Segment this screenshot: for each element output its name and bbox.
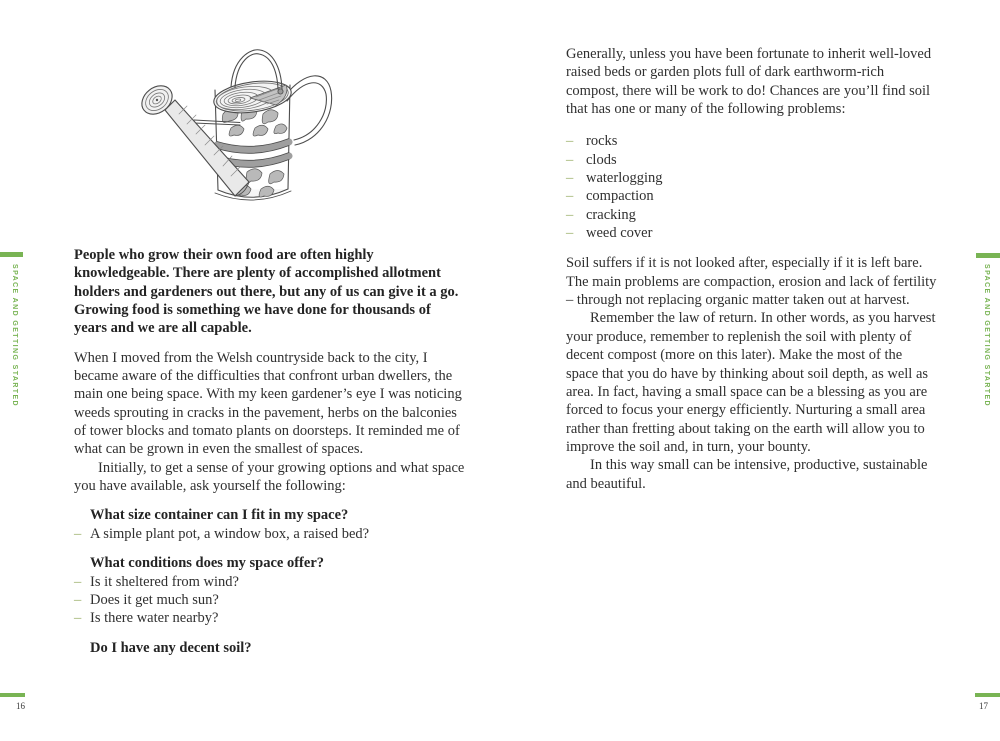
question-container-size: What size container can I fit in my space?	[90, 507, 349, 524]
dash-marker: –	[566, 170, 574, 187]
answer-item	[74, 609, 466, 627]
intro-paragraph: People who grow their own food are often highly knowledgeable. There are plenty of accomplished allotment holders and gardeners out there, but any of us can give it a go. Growing food is something we have done for thousands of years and we are all capable.	[74, 247, 459, 337]
left-page-number: 16	[16, 701, 25, 711]
answer-item	[74, 525, 466, 543]
dash-marker: –	[566, 151, 574, 168]
list-item	[566, 132, 938, 150]
dash-marker: –	[566, 225, 574, 242]
answer-text: Does it get much sun?	[90, 591, 219, 608]
watering-can-illustration	[139, 44, 335, 206]
list-item-text: compaction	[586, 188, 654, 205]
dash-marker: –	[74, 573, 82, 590]
list-item-text: waterlogging	[586, 170, 663, 187]
dash-marker: –	[74, 525, 82, 542]
answer-text: Is there water nearby?	[90, 610, 219, 627]
paragraph-remember: Remember the law of return. In other words, as you harvest your produce, remember to replenish the soil with plenty of decent compost (more on this later). Make the most of the space that you do have by thinking about soil depth, as well as area. In fact, having a small space can be a blessing as you are forced to focus your energy efficiently. Nurturing a small area rather than fretting about taking on the earth will allow you to improve the soil and, in turn, your bounty.	[566, 310, 936, 455]
paragraph-in-this-way: In this way small can be intensive, productive, sustainable and beautiful.	[566, 457, 928, 492]
dash-marker: –	[566, 206, 574, 223]
question-group-conditions	[74, 554, 466, 627]
answer-item	[74, 591, 466, 609]
list-item-text: weed cover	[586, 225, 653, 242]
question-conditions: What conditions does my space offer?	[90, 555, 325, 572]
dash-marker: –	[74, 610, 82, 627]
question-soil: Do I have any decent soil?	[90, 639, 252, 656]
answer-item	[74, 573, 466, 591]
list-item	[566, 151, 938, 169]
right-sidebar-chapter-label: SPACE AND GETTING STARTED	[983, 264, 990, 407]
accent-bar-right-bottom	[975, 693, 1000, 697]
right-page-text-column	[566, 45, 938, 493]
accent-bar-left-bottom	[0, 693, 25, 697]
answer-text: A simple plant pot, a window box, a raised bed?	[90, 525, 370, 542]
dash-marker: –	[74, 591, 82, 608]
paragraph-generally: Generally, unless you have been fortunate to inherit well-loved raised beds or garden plots full of dark earthworm-rich compost, there will be work to do! Chances are you’ll find soil that has one or many of the following problems:	[566, 46, 932, 118]
list-item	[566, 187, 938, 205]
question-group-container-size	[74, 506, 466, 543]
list-item-text: cracking	[586, 206, 636, 223]
list-item-text: clods	[586, 151, 617, 168]
list-item	[566, 224, 938, 242]
question-group-soil	[74, 639, 466, 657]
dash-marker: –	[566, 133, 574, 150]
list-item	[566, 169, 938, 187]
soil-problem-list	[566, 132, 938, 242]
paragraph-move: When I moved from the Welsh countryside back to the city, I became aware of the difficulties that confront urban dwellers, the main one being space. With my keen gardener’s eye I was noticing weeds sprouting in cracks in the pavement, herbs on the balconies of tower blocks and tomato plants on doorsteps. It reminded me of what can be grown in even the smallest of spaces.	[74, 349, 462, 458]
left-sidebar-chapter-label: SPACE AND GETTING STARTED	[11, 264, 18, 407]
answer-text: Is it sheltered from wind?	[90, 573, 239, 590]
left-page-text-column	[74, 246, 466, 657]
list-item-text: rocks	[586, 133, 618, 150]
right-page-number: 17	[979, 701, 988, 711]
accent-bar-left-top	[0, 252, 23, 257]
dash-marker: –	[566, 188, 574, 205]
paragraph-initially: Initially, to get a sense of your growing options and what space you have available, ask yourself the following:	[74, 459, 465, 495]
list-item	[566, 206, 938, 224]
accent-bar-right-top	[976, 253, 1000, 258]
paragraph-soil-suffers: Soil suffers if it is not looked after, especially if it is left bare. The main problems are compaction, erosion and lack of fertility – through not replacing organic matter taken out at harvest.	[566, 255, 937, 309]
